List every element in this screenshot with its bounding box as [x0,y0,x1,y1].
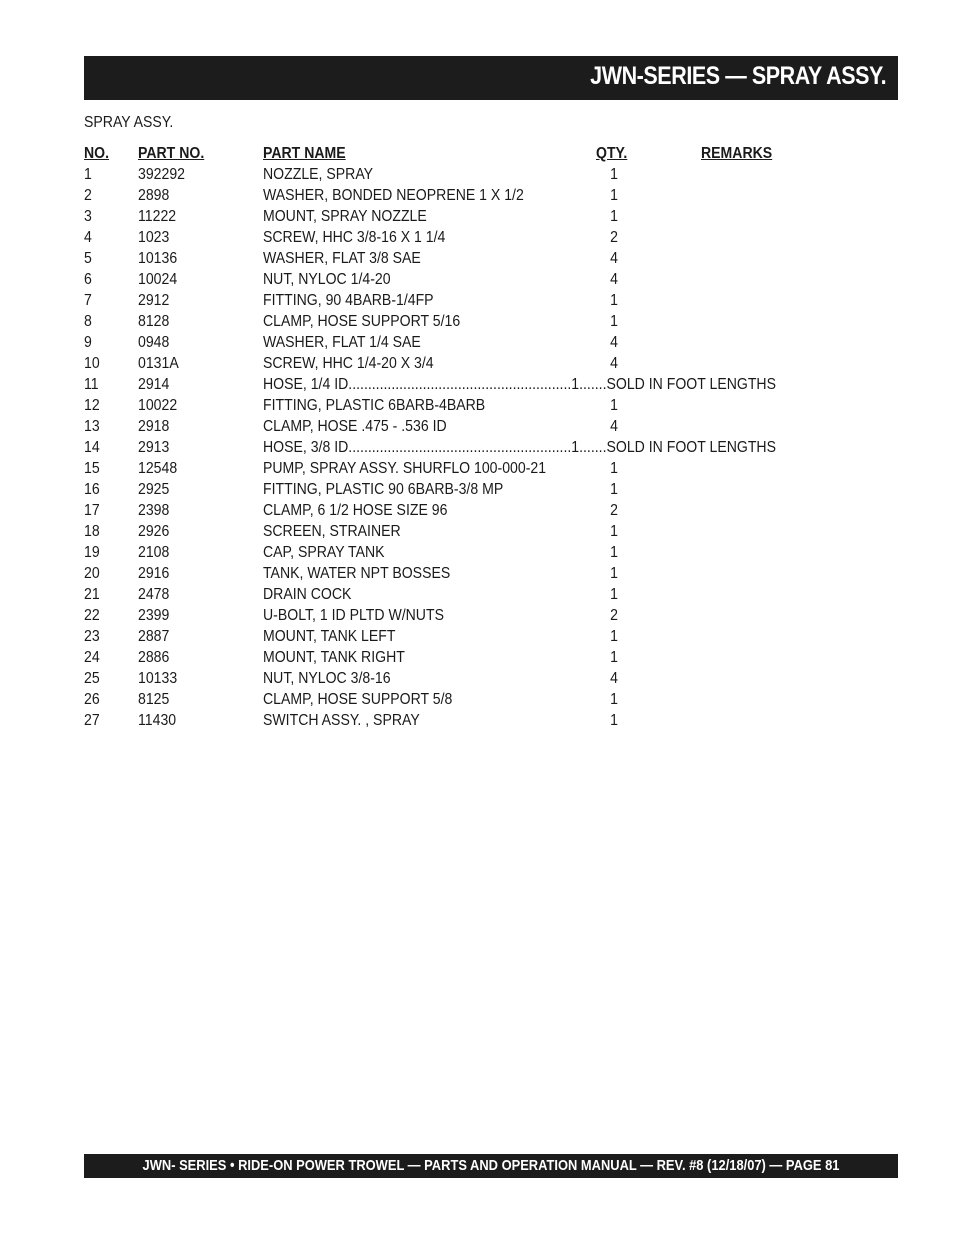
cell-part-no: 2108 [138,544,170,561]
table-row [84,290,864,311]
cell-no: 11 [84,376,99,393]
cell-part-name: CLAMP, 6 1/2 HOSE SIZE 96 [263,502,448,519]
cell-part-no: 2914 [138,376,170,393]
cell-part-name: CAP, SPRAY TANK [263,544,385,561]
cell-qty: 2 [610,502,618,519]
table-row [84,206,864,227]
cell-qty: 1 [610,565,618,582]
cell-no: 18 [84,523,100,540]
cell-part-no: 11222 [138,208,177,225]
cell-no: 13 [84,418,100,435]
cell-part-name: NOZZLE, SPRAY [263,166,374,183]
cell-qty: 4 [610,670,618,687]
cell-qty: 1 [610,187,618,204]
cell-no: 27 [84,712,100,729]
table-row [84,563,864,584]
section-label: SPRAY ASSY. [84,114,174,131]
cell-qty: 1 [610,691,618,708]
table-row [84,668,864,689]
table-row [84,626,864,647]
cell-part-no: 10136 [138,250,178,267]
cell-part-name: MOUNT, TANK LEFT [263,628,396,645]
cell-qty: 1 [610,313,618,330]
cell-part-name: SCREW, HHC 1/4-20 X 3/4 [263,355,434,372]
footer-text: JWN- SERIES • RIDE-ON POWER TROWEL — PARTS AND OPERATION MANUAL — REV. #8 (12/18/07) — PAGE 81 [142,1157,840,1174]
cell-no: 19 [84,544,100,561]
cell-part-no: 2913 [138,439,170,456]
table-row [84,332,864,353]
parts-table [84,143,864,731]
table-row [84,605,864,626]
cell-no: 5 [84,250,92,267]
cell-qty: 4 [610,418,618,435]
column-header-no: NO. [84,145,110,162]
cell-part-name: NUT, NYLOC 1/4-20 [263,271,391,288]
cell-no: 20 [84,565,100,582]
cell-part-no: 10022 [138,397,178,414]
cell-part-name: PUMP, SPRAY ASSY. SHURFLO 100-000-21 [263,460,547,477]
column-header-part-no: PART NO. [138,145,205,162]
table-row [84,500,864,521]
table-row [84,437,864,458]
cell-part-no: 2925 [138,481,170,498]
cell-part-name: SCREW, HHC 3/8-16 X 1 1/4 [263,229,446,246]
cell-no: 6 [84,271,92,288]
cell-part-name: TANK, WATER NPT BOSSES [263,565,451,582]
cell-part-no: 2916 [138,565,170,582]
table-row [84,542,864,563]
cell-qty: 1 [610,166,618,183]
cell-qty: 1 [610,649,618,666]
table-row [84,458,864,479]
cell-part-no: 2898 [138,187,170,204]
cell-no: 2 [84,187,92,204]
cell-no: 17 [84,502,100,519]
table-body [84,164,864,731]
cell-part-no: 8125 [138,691,170,708]
cell-qty: 4 [610,271,618,288]
cell-part-name: WASHER, FLAT 3/8 SAE [263,250,421,267]
table-row [84,689,864,710]
table-row [84,584,864,605]
table-row [84,311,864,332]
header-bar [84,56,898,100]
cell-qty: 4 [610,355,618,372]
cell-part-no: 10133 [138,670,178,687]
cell-part-no: 8128 [138,313,170,330]
cell-part-name: SWITCH ASSY. , SPRAY [263,712,420,729]
table-row [84,164,864,185]
cell-no: 24 [84,649,100,666]
cell-part-no: 2886 [138,649,170,666]
column-header-qty: QTY. [596,145,628,162]
table-row [84,479,864,500]
cell-qty: 1 [610,712,618,729]
table-row [84,227,864,248]
cell-part-no: 0948 [138,334,170,351]
cell-no: 1 [84,166,92,183]
table-row [84,395,864,416]
cell-qty: 1 [610,586,618,603]
cell-no: 21 [84,586,100,603]
cell-part-no: 11430 [138,712,177,729]
table-row [84,416,864,437]
cell-part-name: MOUNT, SPRAY NOZZLE [263,208,427,225]
cell-part-name: HOSE, 1/4 ID.........................................................1.......SOLD IN FOOT LENGTHS [263,376,776,393]
cell-qty: 1 [610,292,618,309]
cell-no: 23 [84,628,100,645]
cell-part-name: MOUNT, TANK RIGHT [263,649,405,666]
cell-qty: 1 [610,628,618,645]
cell-no: 12 [84,397,100,414]
cell-part-name: U-BOLT, 1 ID PLTD W/NUTS [263,607,444,624]
cell-part-no: 2926 [138,523,170,540]
cell-part-no: 392292 [138,166,185,183]
cell-no: 15 [84,460,100,477]
cell-no: 26 [84,691,100,708]
cell-part-no: 1023 [138,229,170,246]
cell-part-no: 2912 [138,292,170,309]
cell-part-name: WASHER, FLAT 1/4 SAE [263,334,421,351]
cell-qty: 1 [610,523,618,540]
column-header-part-name: PART NAME [263,145,346,162]
cell-part-no: 12548 [138,460,178,477]
cell-part-name: WASHER, BONDED NEOPRENE 1 X 1/2 [263,187,524,204]
cell-qty: 1 [610,481,618,498]
cell-part-name: NUT, NYLOC 3/8-16 [263,670,391,687]
cell-part-name: HOSE, 3/8 ID.........................................................1.......SOLD IN FOOT LENGTHS [263,439,776,456]
cell-qty: 2 [610,607,618,624]
cell-no: 22 [84,607,100,624]
cell-qty: 1 [610,397,618,414]
cell-no: 4 [84,229,92,246]
cell-qty: 1 [610,544,618,561]
cell-no: 3 [84,208,92,225]
cell-no: 25 [84,670,100,687]
column-header-remarks: REMARKS [701,145,773,162]
cell-no: 8 [84,313,92,330]
cell-part-no: 10024 [138,271,178,288]
cell-qty: 4 [610,250,618,267]
cell-no: 9 [84,334,92,351]
cell-part-no: 2918 [138,418,170,435]
table-row [84,710,864,731]
cell-part-no: 2398 [138,502,170,519]
cell-part-name: FITTING, PLASTIC 90 6BARB-3/8 MP [263,481,504,498]
cell-part-name: FITTING, 90 4BARB-1/4FP [263,292,434,309]
cell-no: 14 [84,439,100,456]
cell-part-name: DRAIN COCK [263,586,352,603]
footer-bar [84,1154,898,1178]
cell-part-name: CLAMP, HOSE .475 - .536 ID [263,418,447,435]
cell-no: 10 [84,355,100,372]
table-row [84,647,864,668]
cell-no: 16 [84,481,100,498]
table-row [84,185,864,206]
cell-part-name: CLAMP, HOSE SUPPORT 5/16 [263,313,461,330]
cell-part-no: 2887 [138,628,170,645]
table-row [84,269,864,290]
cell-part-name: CLAMP, HOSE SUPPORT 5/8 [263,691,453,708]
cell-qty: 2 [610,229,618,246]
cell-part-name: SCREEN, STRAINER [263,523,401,540]
cell-part-no: 2478 [138,586,170,603]
table-row [84,521,864,542]
table-row [84,353,864,374]
page-title: JWN-SERIES — SPRAY ASSY. [590,62,886,90]
cell-qty: 4 [610,334,618,351]
cell-no: 7 [84,292,92,309]
cell-part-name: FITTING, PLASTIC 6BARB-4BARB [263,397,486,414]
table-row [84,374,864,395]
cell-part-no: 2399 [138,607,170,624]
cell-qty: 1 [610,208,618,225]
table-row [84,248,864,269]
table-header-row [84,143,864,164]
cell-part-no: 0131A [138,355,179,372]
cell-qty: 1 [610,460,618,477]
